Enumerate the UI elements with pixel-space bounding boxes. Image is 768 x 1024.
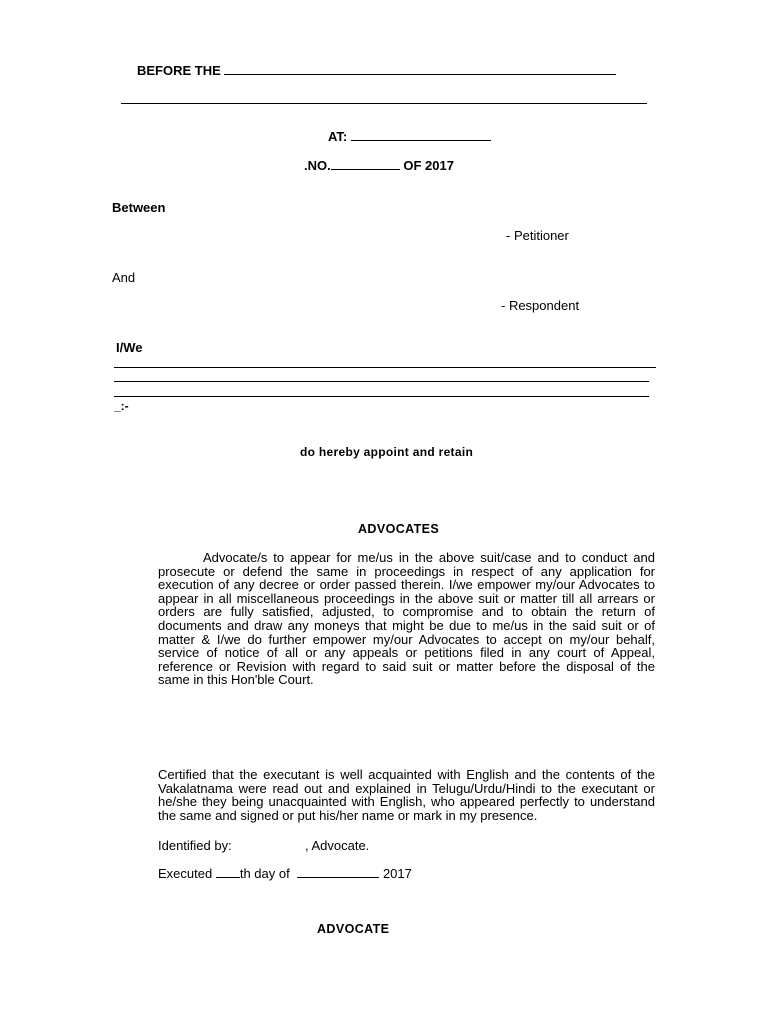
declarant-blank-3: [114, 396, 649, 397]
month-blank: [297, 866, 379, 878]
declarant-blank-1: [114, 367, 656, 368]
authority-paragraph: [158, 551, 655, 687]
declarant-blank-2: [114, 381, 649, 382]
executed-year: 2017: [382, 866, 412, 881]
certification-paragraph: Certified that the executant is well acquainted with English and the contents of the Vakalatnama were read out and explained in Telugu/Urdu/Hindi to the executant or he/she they being unacquainted with English, who appeared perfectly to understand the same and signed or put his/her name or mark in my presence.: [158, 767, 655, 823]
identified-suffix: , Advocate.: [304, 838, 370, 853]
respondent-label: - Respondent: [501, 298, 580, 313]
advocate-signature-heading: ADVOCATE: [317, 922, 390, 936]
at-line: [328, 129, 491, 144]
executed-prefix: Executed: [158, 866, 213, 881]
of-year-label: OF 2017: [403, 158, 454, 173]
court-name-blank: [224, 63, 616, 75]
identified-label: Identified by:: [158, 838, 232, 853]
case-number-line: [304, 158, 454, 173]
between-label: Between: [112, 200, 166, 215]
case-number-blank: [331, 158, 400, 170]
authority-paragraph-text: Advocate/s to appear for me/us in the above suit/case and to conduct and prosecute or defend the same in proceedings in respect of any application for execution of any decree or order passed therein. I/we empower my/our Advocates to appear in all miscellaneous proceedings in the above suit or matter till all arrears or orders are fully satisfied, adjusted, to compromise and to obtain the return of documents and draw any moneys that might be due to me/us in the said suit or of matter & I/we do further empower my/our Advocates to accept on my/our behalf, service of notice of all or any appeals or petitions filed in any court of Appeal, reference or Revision with regard to said suit or matter before the disposal of the same in this Hon'ble Court.: [158, 550, 655, 688]
iwe-label: I/We: [116, 340, 143, 355]
court-name-blank-2: [121, 103, 647, 104]
day-of-label: th day of: [239, 866, 290, 881]
place-blank: [351, 129, 491, 141]
petitioner-label: - Petitioner: [506, 228, 569, 243]
day-blank: [216, 866, 240, 878]
before-the-label: BEFORE THE: [137, 63, 221, 78]
before-the-line: [137, 63, 616, 78]
executed-line: [158, 866, 412, 881]
advocates-heading: ADVOCATES: [358, 522, 440, 536]
identified-line: [158, 838, 369, 853]
declarant-end-mark: _:-: [114, 399, 129, 413]
no-label: .NO.: [304, 158, 331, 173]
at-label: AT:: [328, 129, 348, 144]
appoint-text: do hereby appoint and retain: [300, 445, 474, 459]
and-label: And: [112, 270, 136, 285]
